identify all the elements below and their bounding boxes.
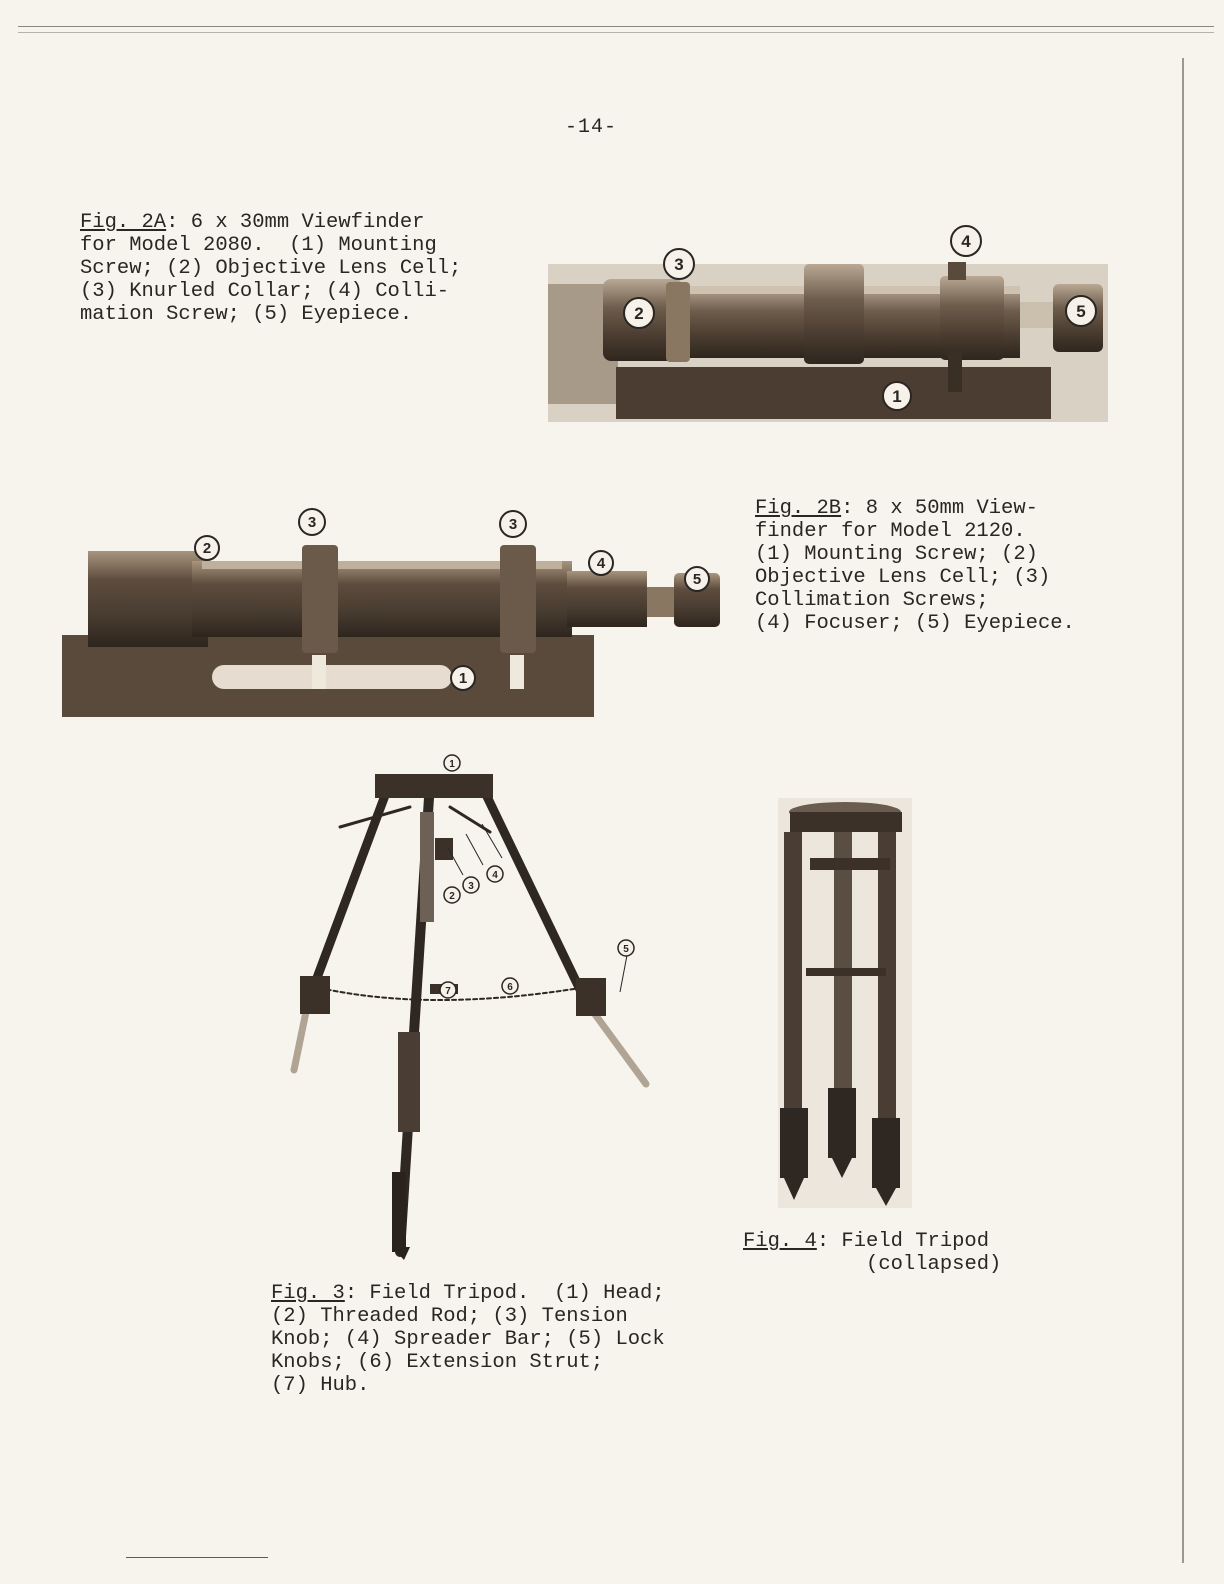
fig2a-callout-2: 2 xyxy=(634,304,644,323)
fig3-line-4: Knobs; (6) Extension Strut; xyxy=(271,1351,604,1374)
fig3-line-5: (7) Hub. xyxy=(271,1374,370,1397)
fig2b-line-2: finder for Model 2120. xyxy=(755,520,1026,543)
fig2a-callout-4: 4 xyxy=(961,232,971,251)
fig2a-label: Fig. 2A xyxy=(80,211,167,234)
fig2a-caption xyxy=(80,211,461,326)
page-number: -14- xyxy=(565,116,618,139)
fig2a-line-3: Screw; (2) Objective Lens Cell; xyxy=(80,257,462,280)
fig3-callout-3: 3 xyxy=(468,881,474,892)
fig2a-line-2: for Model 2080. (1) Mounting xyxy=(80,234,437,257)
fig4-photo xyxy=(770,798,920,1208)
fig2b-line-6: (4) Focuser; (5) Eyepiece. xyxy=(755,612,1075,635)
fig2b-line-5: Collimation Screws; xyxy=(755,589,989,612)
fig3-callout-1: 1 xyxy=(449,759,455,770)
fig3-callout-6: 6 xyxy=(507,982,513,993)
fig2a-photo xyxy=(548,224,1108,422)
fig2b-callout-4: 4 xyxy=(596,555,606,572)
fig3-photo xyxy=(280,752,660,1262)
fig2b-line-1: : 8 x 50mm View- xyxy=(841,497,1038,520)
fig2a-callout-3: 3 xyxy=(674,255,684,274)
fig2b-caption xyxy=(755,497,1075,635)
fig4-label: Fig. 4 xyxy=(743,1230,817,1253)
fig2b-line-4: Objective Lens Cell; (3) xyxy=(755,566,1051,589)
fig2b-callout-5: 5 xyxy=(692,571,702,588)
fig4-caption xyxy=(743,1230,1001,1276)
scan-mark-bottom xyxy=(126,1557,268,1558)
fig3-caption xyxy=(271,1282,665,1397)
scan-rule-top-2 xyxy=(18,32,1214,33)
fig2b-photo xyxy=(62,505,722,719)
scan-rule-top xyxy=(18,26,1214,27)
fig3-line-1: : Field Tripod. (1) Head; xyxy=(344,1282,665,1305)
fig3-label: Fig. 3 xyxy=(271,1282,345,1305)
fig2a-callout-5: 5 xyxy=(1076,302,1086,321)
fig3-line-3: Knob; (4) Spreader Bar; (5) Lock xyxy=(271,1328,665,1351)
fig3-callout-4: 4 xyxy=(492,870,498,881)
fig4-line-1: : Field Tripod xyxy=(816,1230,990,1253)
fig3-callout-5: 5 xyxy=(623,944,629,955)
fig2b-callout-1: 1 xyxy=(458,670,468,687)
fig2b-label: Fig. 2B xyxy=(755,497,842,520)
fig3-callout-2: 2 xyxy=(449,891,455,902)
fig4-line-2: (collapsed) xyxy=(866,1253,1002,1276)
fig3-callout-7: 7 xyxy=(445,986,451,997)
fig2a-line-5: mation Screw; (5) Eyepiece. xyxy=(80,303,413,326)
fig2b-callout-3a: 3 xyxy=(307,514,317,531)
fig2b-line-3: (1) Mounting Screw; (2) xyxy=(755,543,1038,566)
page-edge xyxy=(1182,58,1184,1563)
fig2b-callout-2: 2 xyxy=(202,540,212,557)
fig2b-callout-3b: 3 xyxy=(508,516,518,533)
fig2a-callout-1: 1 xyxy=(892,387,902,406)
fig2a-line-1: : 6 x 30mm Viewfinder xyxy=(166,211,425,234)
fig2a-line-4: (3) Knurled Collar; (4) Colli- xyxy=(80,280,450,303)
fig3-line-2: (2) Threaded Rod; (3) Tension xyxy=(271,1305,628,1328)
